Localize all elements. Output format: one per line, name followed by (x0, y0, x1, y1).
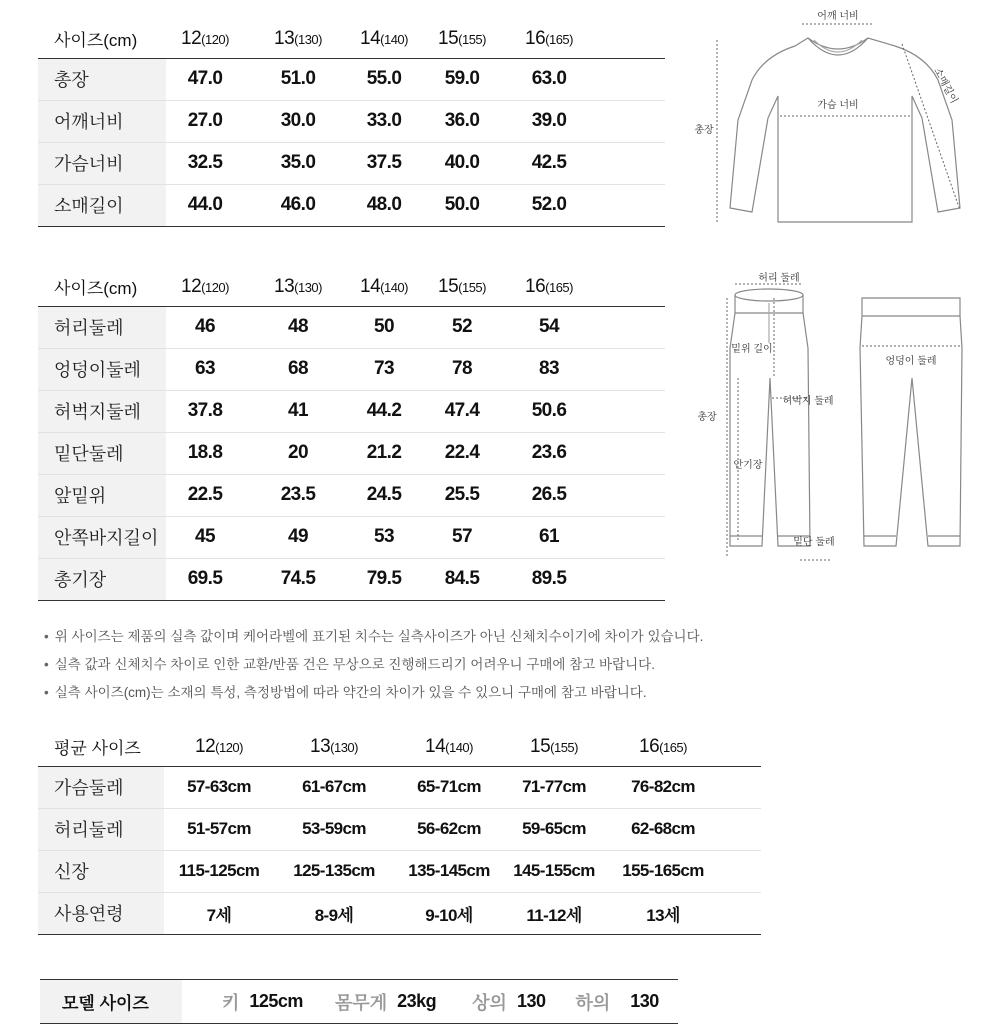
cell: 125-135cm (293, 861, 375, 880)
cell: 7세 (206, 905, 232, 925)
size-header: 사이즈(cm) (54, 31, 138, 51)
cell: 59.0 (444, 68, 480, 89)
cell: 40.0 (444, 152, 480, 173)
cell: 39.0 (531, 110, 567, 131)
avg-size-header: 평균 사이즈 (54, 739, 141, 759)
cell: 50.0 (444, 194, 480, 215)
cell: 50 (374, 316, 394, 337)
note-item: • 실측 값과 신체치수 차이로 인한 교환/반품 건은 무상으로 진행해드리기 어려우니 구매에 참고 바랍니다. (44, 651, 703, 679)
cell: 74.5 (280, 568, 316, 589)
shoulder-label: 어깨 너비 (817, 11, 859, 22)
cell: 13세 (646, 905, 680, 925)
row-label: 엉덩이둘레 (38, 348, 166, 390)
pants-diagram (690, 268, 980, 568)
table-row (38, 390, 665, 432)
hem-label: 밑단 둘레 (793, 537, 835, 548)
cell: 20 (288, 442, 308, 463)
model-bottom (575, 989, 658, 1015)
cell: 25.5 (444, 484, 480, 505)
cell: 24.5 (366, 484, 402, 505)
cell: 48 (288, 316, 308, 337)
cell: 44.2 (366, 400, 402, 421)
cell: 52 (452, 316, 472, 337)
cell: 57 (452, 526, 472, 547)
table-row (38, 100, 665, 142)
cell: 50.6 (531, 400, 567, 421)
cell: 51.0 (280, 68, 316, 89)
table-row (38, 558, 665, 600)
pants-length-label: 총장 (697, 412, 717, 423)
model-bottom-key: 하의 (575, 992, 611, 1013)
bottom-size-table (38, 268, 665, 601)
cell: 22.4 (444, 442, 480, 463)
cell: 41 (288, 400, 308, 421)
row-label: 가슴너비 (38, 142, 166, 184)
front-waistband (735, 289, 803, 301)
cell: 49 (288, 526, 308, 547)
model-top (472, 989, 545, 1015)
table-row (38, 184, 665, 226)
cell: 57-63cm (187, 777, 251, 796)
cell: 71-77cm (522, 777, 586, 796)
cell: 30.0 (280, 110, 316, 131)
cell: 42.5 (531, 152, 567, 173)
model-top-value: 130 (516, 991, 546, 1011)
shirt-diagram (690, 0, 980, 235)
table-header-row (38, 268, 665, 306)
model-weight-key: 몸무게 (334, 992, 388, 1013)
cell: 65-71cm (417, 777, 481, 796)
cell: 76-82cm (631, 777, 695, 796)
size-col-12: 12(120) (195, 735, 243, 757)
table-row (38, 306, 665, 348)
cell: 11-12세 (526, 905, 582, 925)
size-col-15: 15(155) (438, 275, 486, 297)
note-item: • 위 사이즈는 제품의 실측 값이며 케어라벨에 표기된 치수는 실측사이즈가 아닌 신체치수이기에 차이가 있습니다. (44, 623, 703, 651)
row-label: 허리둘레 (38, 808, 164, 850)
thigh-label: 허벅지 둘레 (782, 396, 834, 407)
cell: 9-10세 (425, 905, 473, 925)
table-row (38, 348, 665, 390)
cell: 48.0 (366, 194, 402, 215)
row-label: 소매길이 (38, 184, 166, 226)
size-col-13: 13(130) (310, 735, 358, 757)
cell: 18.8 (187, 442, 223, 463)
size-col-12: 12(120) (181, 275, 229, 297)
cell: 59-65cm (522, 819, 586, 838)
shirt-outline (730, 38, 960, 222)
size-col-15: 15(155) (530, 735, 578, 757)
table-row (38, 892, 761, 934)
size-col-16: 16(165) (639, 735, 687, 757)
table-row (38, 850, 761, 892)
size-col-13: 13(130) (274, 27, 322, 49)
row-label: 신장 (38, 850, 164, 892)
row-label: 허벅지둘레 (38, 390, 166, 432)
cell: 63.0 (531, 68, 567, 89)
size-header: 사이즈(cm) (54, 279, 138, 299)
size-notes (44, 623, 703, 707)
rise-label: 밑위 길이 (731, 344, 773, 355)
size-col-16: 16(165) (525, 275, 573, 297)
model-weight (335, 989, 436, 1015)
size-col-13: 13(130) (274, 275, 322, 297)
front-pants-outline (730, 295, 810, 546)
cell: 36.0 (444, 110, 480, 131)
table-row (38, 58, 665, 100)
cell: 33.0 (366, 110, 402, 131)
cell: 51-57cm (187, 819, 251, 838)
cell: 37.5 (366, 152, 402, 173)
cell: 21.2 (366, 442, 402, 463)
cell: 62-68cm (631, 819, 695, 838)
table-row (38, 474, 665, 516)
cell: 32.5 (187, 152, 223, 173)
cell: 69.5 (187, 568, 223, 589)
cell: 135-145cm (408, 861, 490, 880)
row-label: 총기장 (38, 558, 166, 600)
cell: 78 (452, 358, 472, 379)
model-height-key: 키 (222, 992, 240, 1013)
row-label: 사용연령 (38, 892, 164, 934)
model-height (222, 989, 303, 1015)
row-label: 허리둘레 (38, 306, 166, 348)
table-row (38, 766, 761, 808)
model-size-title: 모델 사이즈 (40, 980, 182, 1023)
top-size-table (38, 20, 665, 227)
cell: 22.5 (187, 484, 223, 505)
cell: 27.0 (187, 110, 223, 131)
hip-label: 엉덩이 둘레 (885, 356, 937, 367)
cell: 37.8 (187, 400, 223, 421)
row-label: 밑단둘레 (38, 432, 166, 474)
cell: 8-9세 (314, 905, 354, 925)
model-weight-value: 23kg (397, 991, 437, 1011)
cell: 61 (539, 526, 559, 547)
table-row (38, 808, 761, 850)
cell: 23.6 (531, 442, 567, 463)
table-header-row (38, 728, 761, 766)
cell: 84.5 (444, 568, 480, 589)
size-col-14: 14(140) (360, 27, 408, 49)
cell: 46 (195, 316, 215, 337)
cell: 55.0 (366, 68, 402, 89)
cell: 26.5 (531, 484, 567, 505)
sleeve-label: 소매길이 (931, 66, 960, 106)
table-row (38, 432, 665, 474)
cell: 63 (195, 358, 215, 379)
model-bottom-value: 130 (630, 991, 659, 1011)
average-size-table (38, 728, 761, 935)
cell: 23.5 (280, 484, 316, 505)
table-header-row (38, 20, 665, 58)
chest-label: 가슴 너비 (817, 100, 859, 111)
waist-label: 허리 둘레 (758, 273, 800, 284)
size-col-14: 14(140) (425, 735, 473, 757)
cell: 68 (288, 358, 308, 379)
row-label: 안쪽바지길이 (38, 516, 166, 558)
cell: 52.0 (531, 194, 567, 215)
table-row (38, 142, 665, 184)
cell: 45 (195, 526, 215, 547)
cell: 56-62cm (417, 819, 481, 838)
cell: 44.0 (187, 194, 223, 215)
cell: 47.4 (444, 400, 480, 421)
cell: 155-165cm (622, 861, 704, 880)
cell: 145-155cm (513, 861, 595, 880)
table-row (38, 516, 665, 558)
cell: 83 (539, 358, 559, 379)
cell: 35.0 (280, 152, 316, 173)
row-label: 가슴둘레 (38, 766, 164, 808)
size-col-16: 16(165) (525, 27, 573, 49)
cell: 54 (539, 316, 559, 337)
cell: 47.0 (187, 68, 223, 89)
row-label: 총장 (38, 58, 166, 100)
row-label: 앞밑위 (38, 474, 166, 516)
cell: 79.5 (366, 568, 402, 589)
cell: 53 (374, 526, 394, 547)
model-top-key: 상의 (472, 992, 507, 1013)
size-col-15: 15(155) (438, 27, 486, 49)
model-height-value: 125cm (249, 991, 303, 1011)
cell: 53-59cm (302, 819, 366, 838)
back-pants-outline (860, 298, 962, 546)
cell: 61-67cm (302, 777, 366, 796)
cell: 46.0 (280, 194, 316, 215)
length-label: 총장 (694, 125, 714, 136)
cell: 115-125cm (178, 861, 260, 880)
size-col-14: 14(140) (360, 275, 408, 297)
row-label: 어깨너비 (38, 100, 166, 142)
note-item: • 실측 사이즈(cm)는 소재의 특성, 측정방법에 따라 약간의 차이가 있을 수 있으니 구매에 참고 바랍니다. (44, 679, 703, 707)
inseam-label: 안기장 (733, 460, 763, 471)
cell: 73 (374, 358, 394, 379)
model-size-bar (40, 979, 678, 1024)
cell: 89.5 (531, 568, 567, 589)
size-col-12: 12(120) (181, 27, 229, 49)
